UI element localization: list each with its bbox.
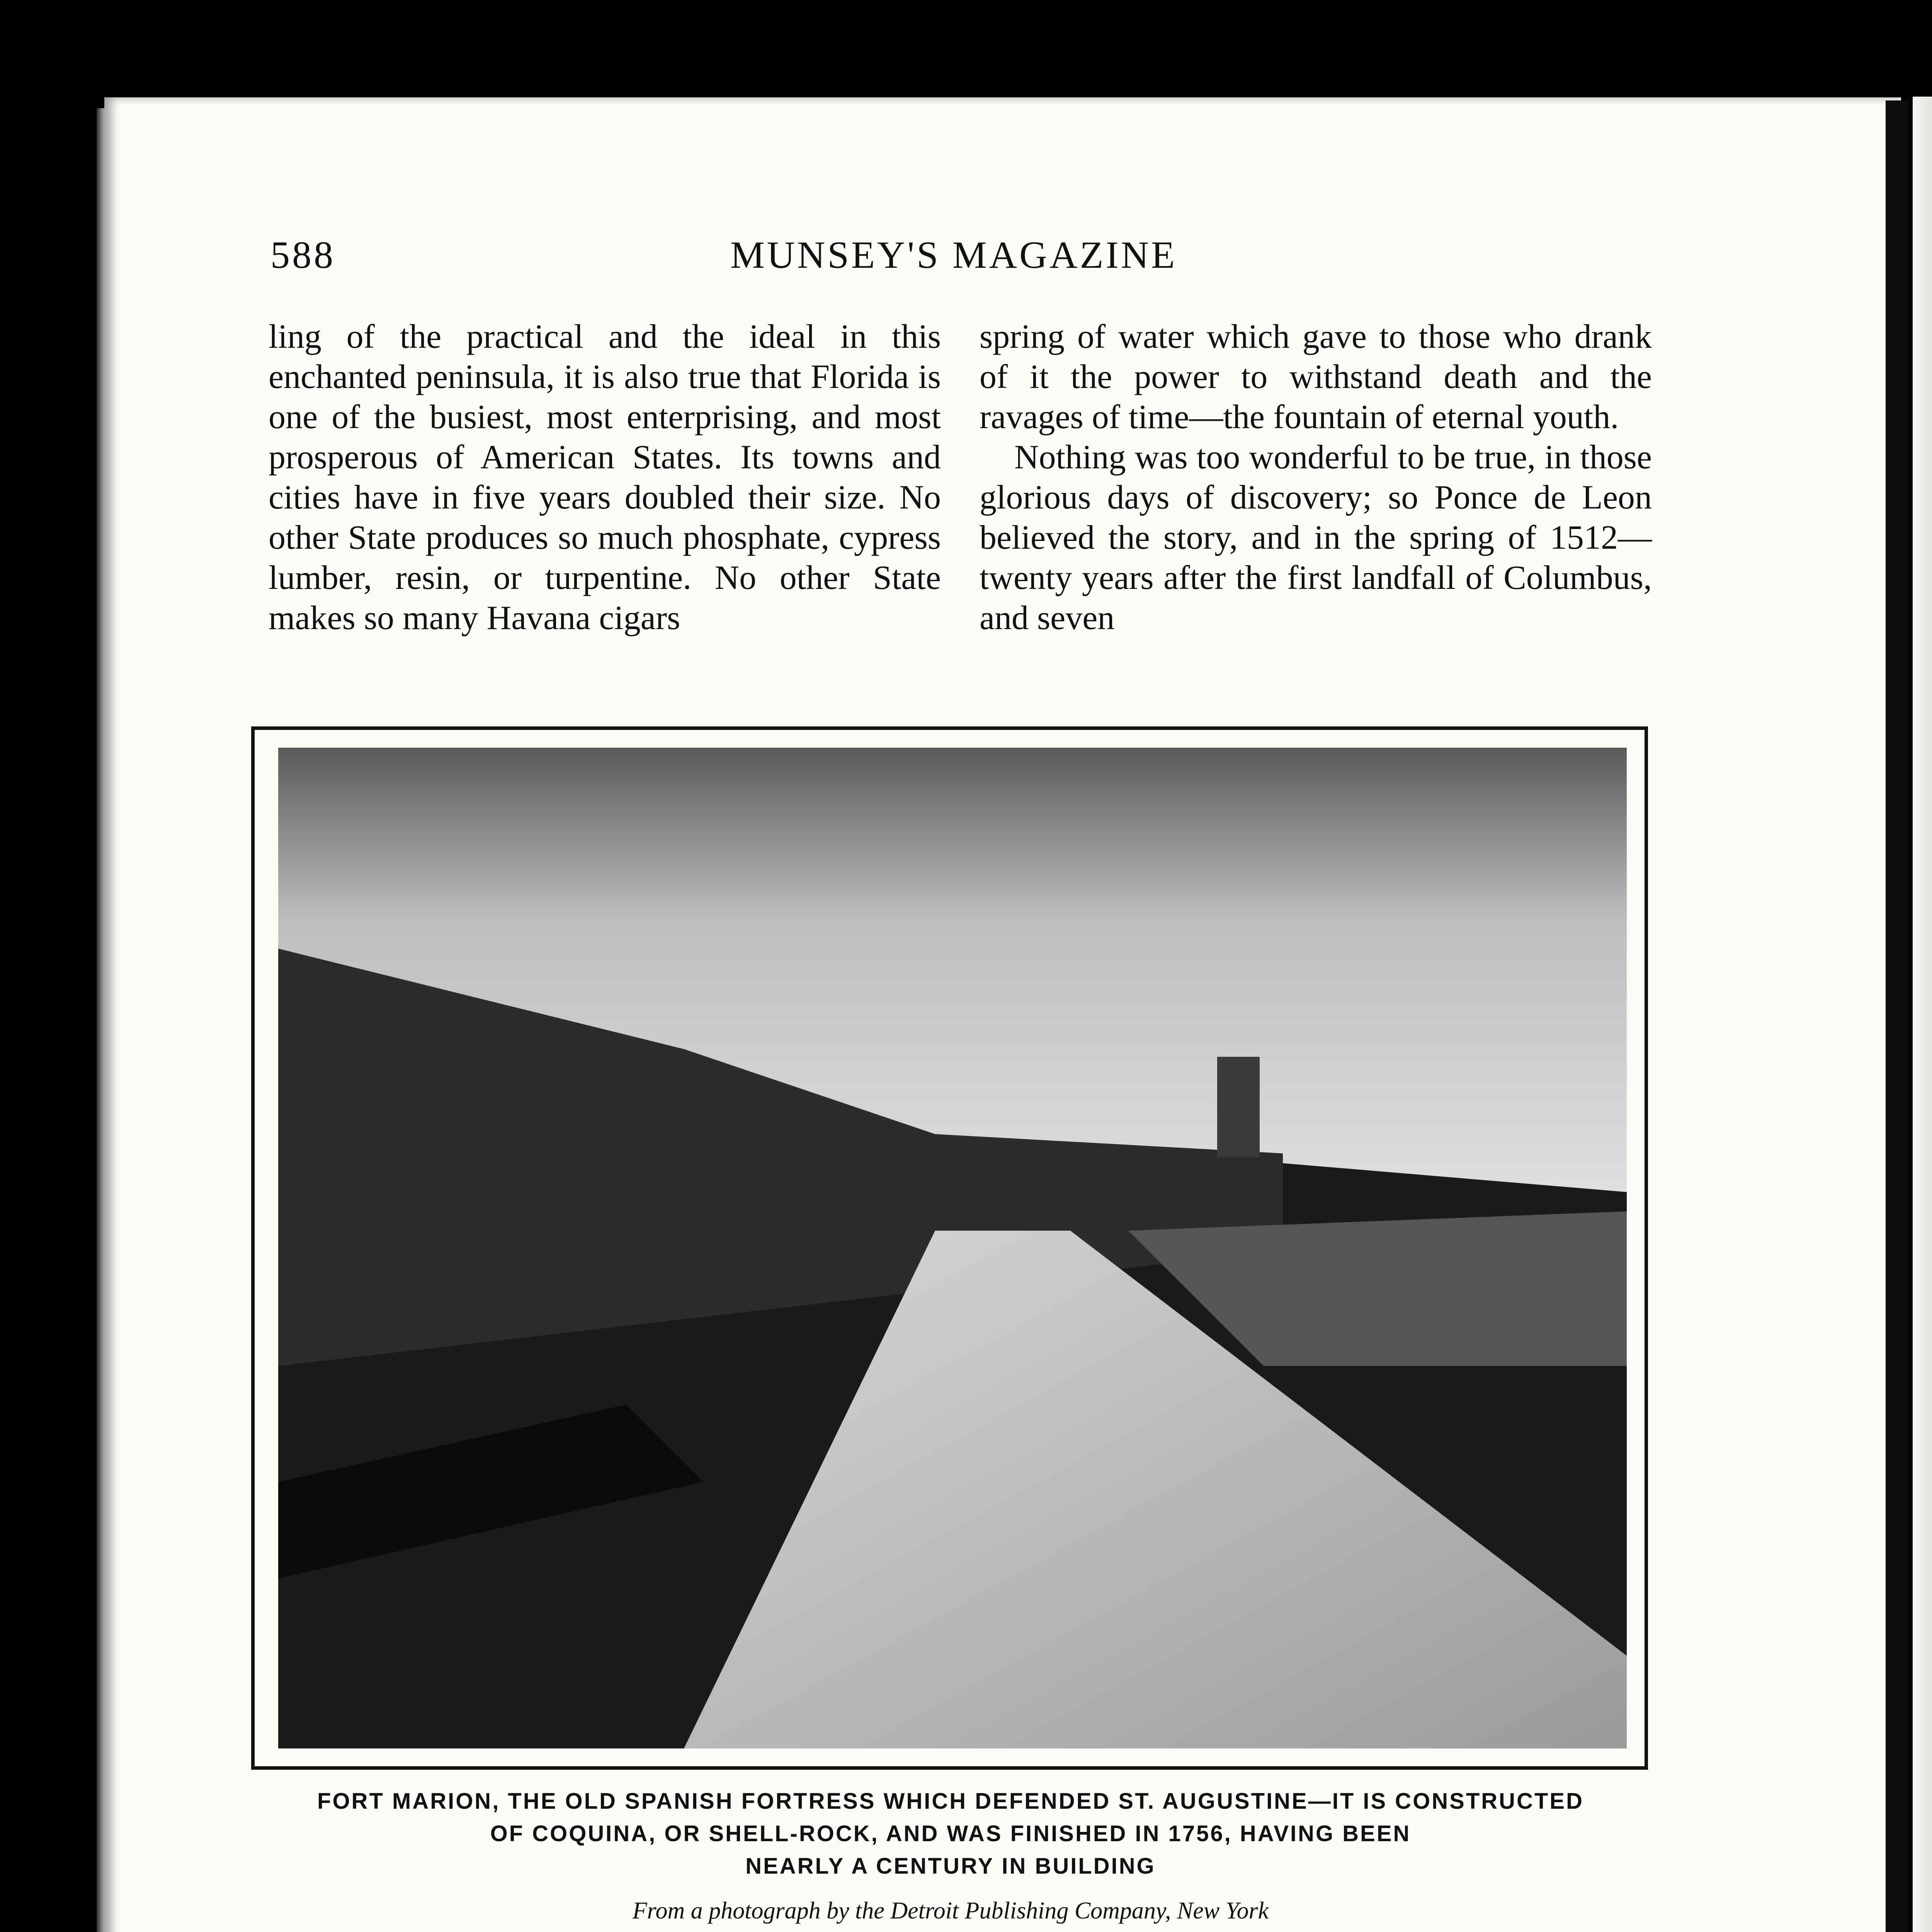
paragraph: Nothing was too wonderful to be true, in those glorious days of discovery; so Ponce de Leon believed the story, and in the spring of 1512—twenty years after the first landfall of Columbus, and seven: [980, 439, 1652, 637]
caption-line: NEARLY A CENTURY IN BUILDING: [745, 1854, 1156, 1879]
next-page-edge: [1913, 97, 1932, 1932]
caption-line: OF COQUINA, OR SHELL-ROCK, AND WAS FINISHED IN 1756, HAVING BEEN: [490, 1821, 1411, 1846]
fort-marion-photograph: [278, 748, 1627, 1748]
caption-line: FORT MARION, THE OLD SPANISH FORTRESS WHICH DEFENDED ST. AUGUSTINE—IT IS CONSTRUCTED: [317, 1789, 1584, 1814]
paragraph: ling of the practical and the ideal in this enchanted peninsula, it is also true that Florida is one of the busiest, most enterprising, and most prosperous of American States. Its towns and cities have in five years doubled their size. No other State produces so much phosphate, cypress lumber, resin, or turpentine. No other State makes so many Havana cigars: [269, 318, 941, 637]
page-number: 588: [270, 233, 335, 276]
paragraph: spring of water which gave to those who drank of it the power to withstand death and the ravages of time—the fountain of eternal youth.: [980, 318, 1652, 436]
running-title: MUNSEY'S MAGAZINE: [730, 233, 1177, 276]
photo-credit: From a photograph by the Detroit Publishing Company, New York: [632, 1898, 1269, 1924]
page-right-shadow: [1886, 100, 1909, 1932]
top-left-column: [269, 317, 941, 638]
figure-caption: [247, 1785, 1654, 1883]
top-right-column: [980, 317, 1652, 638]
